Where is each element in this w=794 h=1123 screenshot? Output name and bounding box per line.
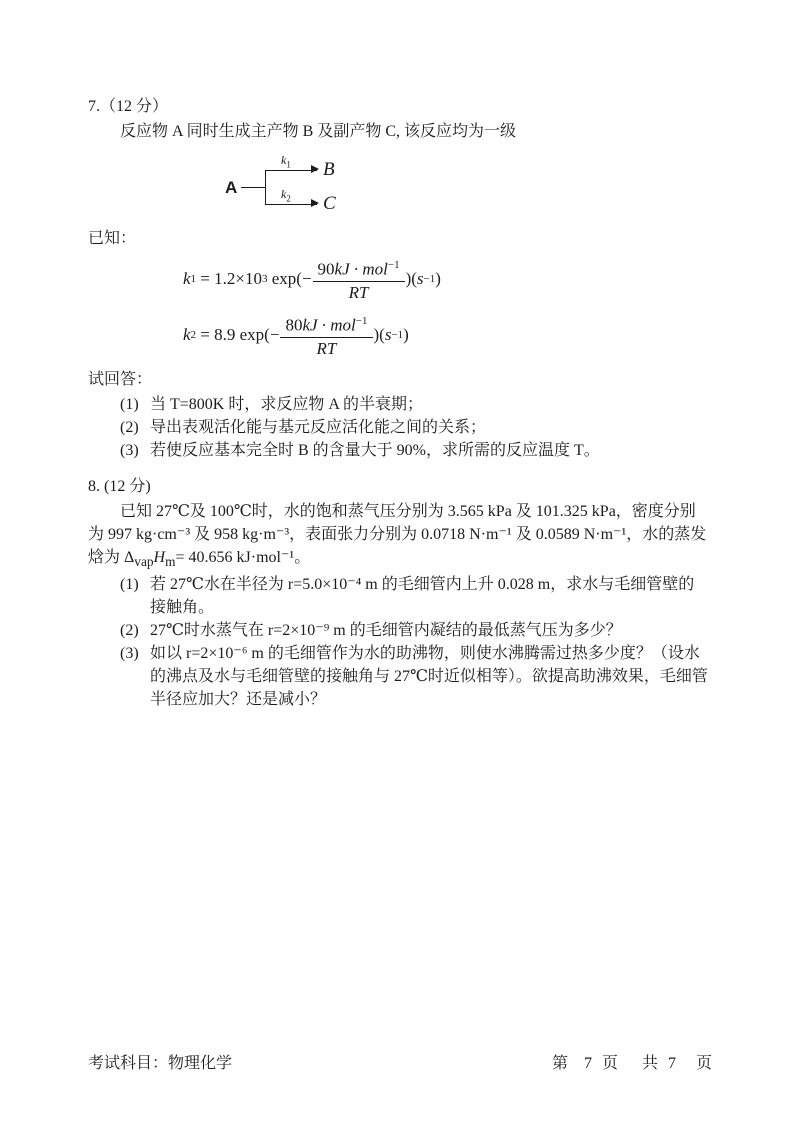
delta-vap-subscript: vap xyxy=(134,554,154,570)
eq1-close-end: ) xyxy=(435,269,441,288)
intro-text-part1: 已知 27℃及 100℃时，水的饱和蒸气压分别为 3.565 kPa 及 101.325 kPa，密度分别为 997 kg·cm⁻³ 及 958 kg·m⁻³，表面张力分别为 0.0718 N·m⁻¹ 及 0.0589 N·m⁻¹，水的蒸发焓为 Δ xyxy=(88,503,707,566)
eq1-lhs-subscript: 1 xyxy=(190,273,197,285)
item-text: 若使反应基本完全时 B 的含量大于 90%，求所需的反应温度 T。 xyxy=(150,442,600,459)
eq1-lhs: k xyxy=(183,269,191,288)
eq1-close-paren: )( xyxy=(405,269,417,288)
question-8-heading: 8. (12 分) xyxy=(88,478,151,495)
eq2-denominator: RT xyxy=(316,339,337,359)
enthalpy-symbol: H xyxy=(153,549,166,566)
k1-symbol: k xyxy=(281,153,287,167)
footer-page-info xyxy=(552,1052,712,1075)
page-unit: 页 xyxy=(601,1055,618,1072)
stem-line xyxy=(241,187,265,188)
question-7-item-2 xyxy=(120,416,710,439)
item-marker: (3) xyxy=(120,645,139,663)
eq2-close-paren: )( xyxy=(373,325,385,344)
item-marker: (3) xyxy=(120,442,139,459)
question-8-item-2 xyxy=(120,619,710,642)
eq1-activation-energy-unit: kJ · mol xyxy=(334,259,388,279)
item-text: 若 27℃水在半径为 r=5.0×10⁻⁴ m 的毛细管内上升 0.028 m，求水与毛细管壁的接触角。 xyxy=(150,576,695,617)
eq2-lhs: k xyxy=(183,325,191,344)
product-c-label: C xyxy=(323,193,336,214)
item-marker: (1) xyxy=(120,396,139,413)
known-label: 已知： xyxy=(88,230,137,247)
k2-subscript: 2 xyxy=(286,193,291,204)
eq2-unit-exponent: −1 xyxy=(355,314,368,327)
question-7 xyxy=(88,95,710,462)
product-b-label: B xyxy=(323,159,335,180)
question-8-items xyxy=(88,573,710,711)
eq1-seconds-unit: s xyxy=(416,269,424,288)
total-unit: 页 xyxy=(695,1055,712,1072)
question-8-item-3 xyxy=(120,642,710,711)
reactant-a-label: A xyxy=(225,178,238,197)
eq2-lhs-subscript: 2 xyxy=(190,329,197,341)
eq2-numerator xyxy=(280,311,372,339)
arrow-to-b-icon xyxy=(265,170,317,171)
eq1-denominator: RT xyxy=(348,283,369,303)
eq1-activation-energy-value: 90 xyxy=(317,259,335,279)
question-7-intro: 反应物 A 同时生成主产物 B 及副产物 C, 该反应均为一级 xyxy=(120,123,517,140)
k1-subscript: 1 xyxy=(286,159,291,170)
answer-prompt-label: 试回答： xyxy=(88,371,153,388)
question-8-item-1 xyxy=(120,573,710,619)
question-7-item-3 xyxy=(120,439,710,462)
intro-text-part2: = 40.656 kJ·mol⁻¹。 xyxy=(175,549,311,566)
rate-constant-k1-label xyxy=(281,154,291,170)
rate-equation-k1 xyxy=(183,256,710,302)
eq1-exp-open: exp(− xyxy=(267,269,312,288)
question-7-item-1 xyxy=(120,393,710,416)
question-8 xyxy=(88,475,710,711)
eq2-fraction xyxy=(280,311,372,360)
item-text: 导出表观活化能与基元反应活化能之间的关系； xyxy=(150,419,487,436)
page-number: 7 xyxy=(583,1055,592,1072)
item-marker: (1) xyxy=(120,576,139,594)
item-text: 当 T=800K 时，求反应物 A 的半衰期； xyxy=(150,396,424,413)
total-prefix: 共 xyxy=(641,1055,658,1072)
eq2-seconds-exponent: −1 xyxy=(391,329,404,341)
page-prefix: 第 xyxy=(551,1055,568,1072)
eq2-seconds-unit: s xyxy=(384,325,392,344)
eq1-coefficient-exponent: 3 xyxy=(261,273,268,285)
item-text: 27℃时水蒸气在 r=2×10⁻⁹ m 的毛细管内凝结的最低蒸气压为多少？ xyxy=(150,622,622,640)
item-marker: (2) xyxy=(120,419,139,436)
eq2-activation-energy-unit: kJ · mol xyxy=(302,315,356,335)
question-7-heading: 7.（12 分） xyxy=(88,98,169,115)
k2-symbol: k xyxy=(281,187,287,201)
arrowhead-icon xyxy=(311,199,319,207)
branch-bracket-line xyxy=(265,170,266,204)
rate-equation-k2 xyxy=(183,312,710,358)
eq2-exp-open: exp(− xyxy=(235,325,280,344)
eq2-coefficient: = 8.9 xyxy=(196,325,236,344)
footer-subject-label: 考试科目：物理化学 xyxy=(88,1055,233,1072)
reaction-scheme-diagram xyxy=(225,153,445,217)
eq1-seconds-exponent: −1 xyxy=(423,273,436,285)
arrowhead-icon xyxy=(311,165,319,173)
page-footer xyxy=(88,1052,712,1075)
question-8-intro xyxy=(88,500,710,573)
total-number: 7 xyxy=(667,1055,676,1072)
eq1-numerator xyxy=(313,255,405,283)
molar-subscript: m xyxy=(165,554,176,570)
eq1-fraction xyxy=(313,255,405,304)
eq1-unit-exponent: −1 xyxy=(387,258,400,271)
eq2-close-end: ) xyxy=(403,325,409,344)
eq2-activation-energy-value: 80 xyxy=(285,315,303,335)
question-7-items xyxy=(88,393,710,462)
item-text: 如以 r=2×10⁻⁶ m 的毛细管作为水的助沸物，则使水沸腾需过热多少度？（设水的沸点及水与毛细管壁的接触角与 27℃时近似相等）。欲提高助沸效果，毛细管半径应加大？还是减小？ xyxy=(150,645,708,709)
arrow-to-c-icon xyxy=(265,204,317,205)
item-marker: (2) xyxy=(120,622,139,640)
eq1-coefficient: = 1.2×10 xyxy=(196,269,262,288)
rate-constant-k2-label xyxy=(281,188,291,204)
